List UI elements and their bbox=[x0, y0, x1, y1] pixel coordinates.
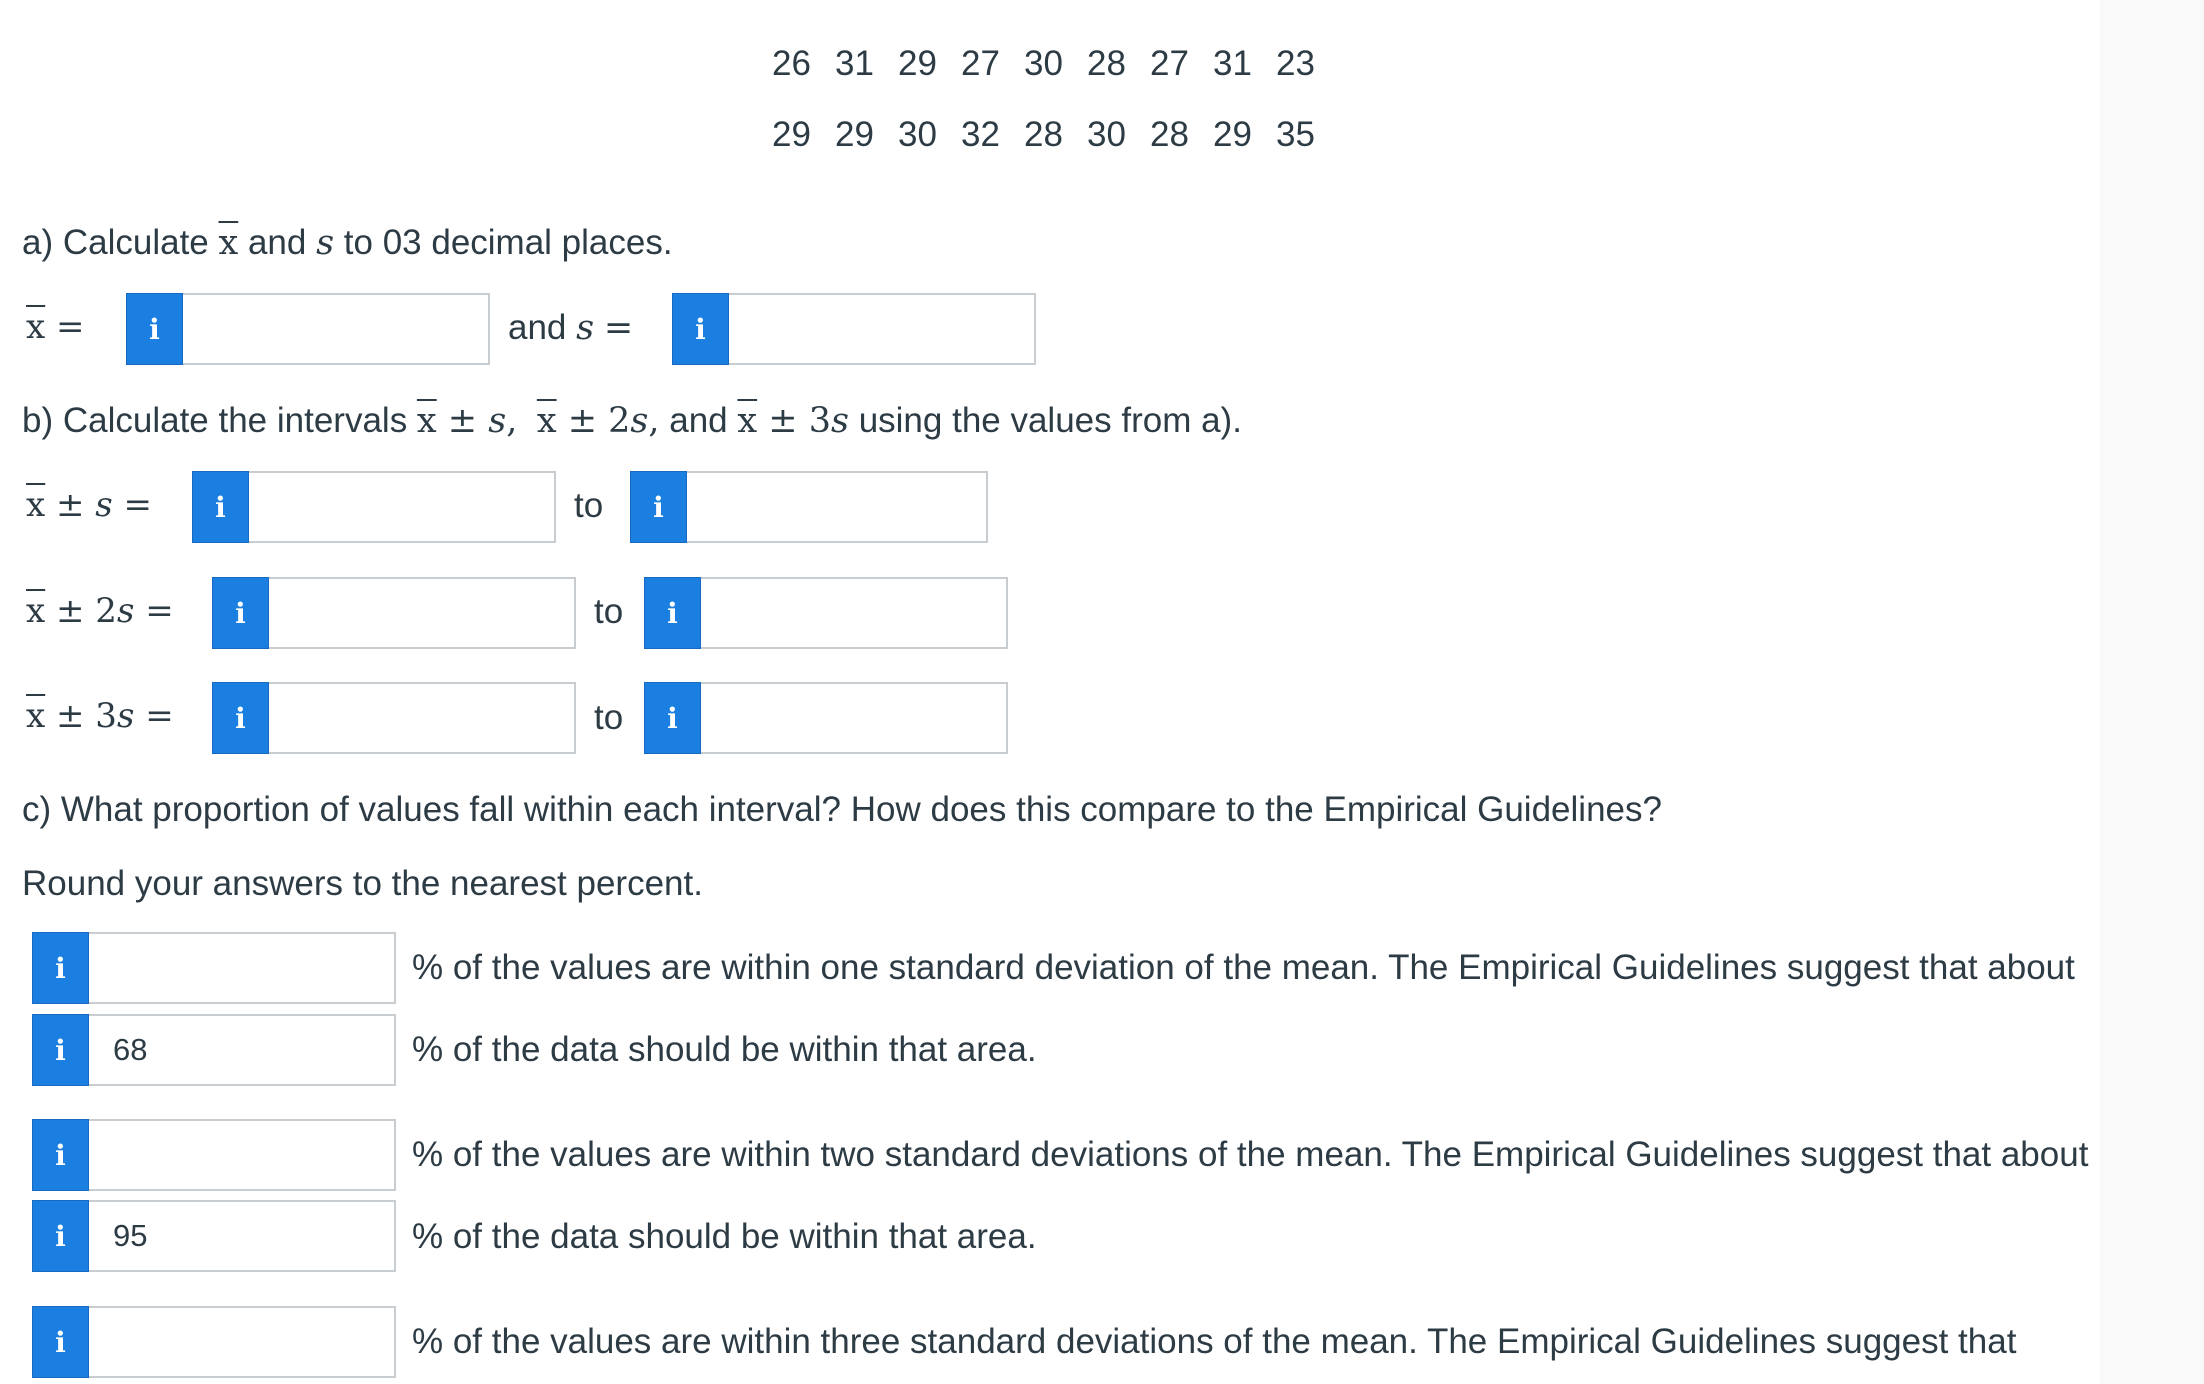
data-value: 35 bbox=[1276, 115, 1315, 154]
part-a-question bbox=[22, 225, 673, 261]
to-label: to bbox=[574, 486, 604, 525]
data-value: 28 bbox=[1150, 115, 1189, 154]
interval-3-label: $\overline{x} \pm 3s$ = bbox=[26, 696, 174, 736]
interval-2-label: $\overline{x} \pm 2s$ = bbox=[26, 591, 174, 631]
info-icon[interactable]: i bbox=[32, 1306, 89, 1378]
two-sd-value-input[interactable] bbox=[89, 1119, 396, 1191]
data-value: 27 bbox=[1150, 44, 1189, 83]
and-label: and bbox=[508, 308, 567, 347]
one-sd-value-input[interactable] bbox=[89, 932, 396, 1004]
two-sd-text: % of the values are within two standard deviations of the mean. The Empirical Guidelines suggest that about bbox=[412, 1135, 2089, 1174]
interval-1-high-input[interactable] bbox=[687, 471, 988, 543]
interval-3-expr: $\overline{x} \pm 3s$ bbox=[737, 401, 849, 441]
round-note: Round your answers to the nearest percent. bbox=[22, 864, 703, 903]
interval-1-low-group[interactable] bbox=[192, 471, 556, 543]
info-icon[interactable]: i bbox=[630, 471, 687, 543]
one-sd-data-text: % of the data should be within that area. bbox=[412, 1030, 1037, 1069]
one-sd-guideline-group[interactable] bbox=[32, 1014, 396, 1086]
interval-2-low-group[interactable] bbox=[212, 577, 576, 649]
data-value: 28 bbox=[1024, 115, 1063, 154]
info-icon[interactable]: i bbox=[32, 1014, 89, 1086]
data-value: 28 bbox=[1087, 44, 1126, 83]
interval-2-high-input[interactable] bbox=[701, 577, 1008, 649]
part-a-text-post: to 03 decimal places. bbox=[334, 223, 673, 262]
equals-sign: = bbox=[603, 308, 634, 348]
data-value: 31 bbox=[835, 44, 874, 83]
xbar-input-group[interactable] bbox=[126, 293, 490, 365]
s-symbol: s bbox=[316, 223, 335, 263]
interval-3-high-group[interactable] bbox=[644, 682, 1008, 754]
data-value: 23 bbox=[1276, 44, 1315, 83]
info-icon[interactable]: i bbox=[126, 293, 183, 365]
xbar-label: $\overline{x}$ = bbox=[26, 307, 85, 347]
two-sd-data-text: % of the data should be within that area. bbox=[412, 1217, 1037, 1256]
data-value: 30 bbox=[1087, 115, 1126, 154]
part-b-question bbox=[22, 403, 1242, 439]
interval-3-low-input[interactable] bbox=[269, 682, 576, 754]
data-row-1 bbox=[760, 46, 1327, 81]
one-sd-value-group[interactable] bbox=[32, 932, 396, 1004]
xbar-input[interactable] bbox=[183, 293, 490, 365]
part-a-text-mid: and bbox=[238, 223, 317, 262]
part-a-text-pre: a) Calculate bbox=[22, 223, 219, 262]
interval-1-low-input[interactable] bbox=[249, 471, 556, 543]
three-sd-value-group[interactable] bbox=[32, 1306, 396, 1378]
data-value: 30 bbox=[898, 115, 937, 154]
data-value: 31 bbox=[1213, 44, 1252, 83]
xbar-symbol: $\overline{x}$ bbox=[218, 223, 239, 263]
one-sd-guideline-input[interactable]: 68 bbox=[89, 1014, 396, 1086]
data-value: 27 bbox=[961, 44, 1000, 83]
info-icon[interactable]: i bbox=[32, 1200, 89, 1272]
s-input[interactable] bbox=[729, 293, 1036, 365]
interval-2-expr: $\overline{x} \pm 2s$, bbox=[536, 401, 660, 441]
data-row-2 bbox=[760, 117, 1327, 152]
three-sd-text: % of the values are within three standard deviations of the mean. The Empirical Guidelines suggest that bbox=[412, 1322, 2017, 1361]
and-s-label bbox=[508, 310, 633, 346]
data-value: 29 bbox=[1213, 115, 1252, 154]
interval-1-label: $\overline{x} \pm s$ = bbox=[26, 485, 153, 525]
right-gutter bbox=[2100, 0, 2204, 1384]
s-eq-label: s bbox=[576, 308, 595, 348]
interval-3-high-input[interactable] bbox=[701, 682, 1008, 754]
to-label: to bbox=[594, 698, 624, 737]
to-label: to bbox=[594, 592, 624, 631]
two-sd-guideline-input[interactable]: 95 bbox=[89, 1200, 396, 1272]
interval-2-high-group[interactable] bbox=[644, 577, 1008, 649]
data-value: 29 bbox=[835, 115, 874, 154]
info-icon[interactable]: i bbox=[32, 932, 89, 1004]
info-icon[interactable]: i bbox=[32, 1119, 89, 1191]
one-sd-text: % of the values are within one standard deviation of the mean. The Empirical Guidelines suggest that about bbox=[412, 948, 2075, 987]
three-sd-value-input[interactable] bbox=[89, 1306, 396, 1378]
interval-3-low-group[interactable] bbox=[212, 682, 576, 754]
interval-1-expr: $\overline{x} \pm s$, bbox=[416, 401, 518, 441]
two-sd-value-group[interactable] bbox=[32, 1119, 396, 1191]
data-value: 26 bbox=[772, 44, 811, 83]
part-b-and: and bbox=[659, 401, 738, 440]
part-c-question: c) What proportion of values fall within each interval? How does this compare to the Empirical Guidelines? bbox=[22, 790, 1662, 829]
two-sd-guideline-group[interactable] bbox=[32, 1200, 396, 1272]
data-value: 29 bbox=[898, 44, 937, 83]
info-icon[interactable]: i bbox=[644, 577, 701, 649]
part-b-text-pre: b) Calculate the intervals bbox=[22, 401, 417, 440]
s-input-group[interactable] bbox=[672, 293, 1036, 365]
interval-2-low-input[interactable] bbox=[269, 577, 576, 649]
info-icon[interactable]: i bbox=[212, 577, 269, 649]
data-value: 29 bbox=[772, 115, 811, 154]
part-b-text-post: using the values from a). bbox=[848, 401, 1242, 440]
interval-1-high-group[interactable] bbox=[630, 471, 988, 543]
info-icon[interactable]: i bbox=[192, 471, 249, 543]
info-icon[interactable]: i bbox=[644, 682, 701, 754]
info-icon[interactable]: i bbox=[212, 682, 269, 754]
data-value: 32 bbox=[961, 115, 1000, 154]
info-icon[interactable]: i bbox=[672, 293, 729, 365]
data-value: 30 bbox=[1024, 44, 1063, 83]
